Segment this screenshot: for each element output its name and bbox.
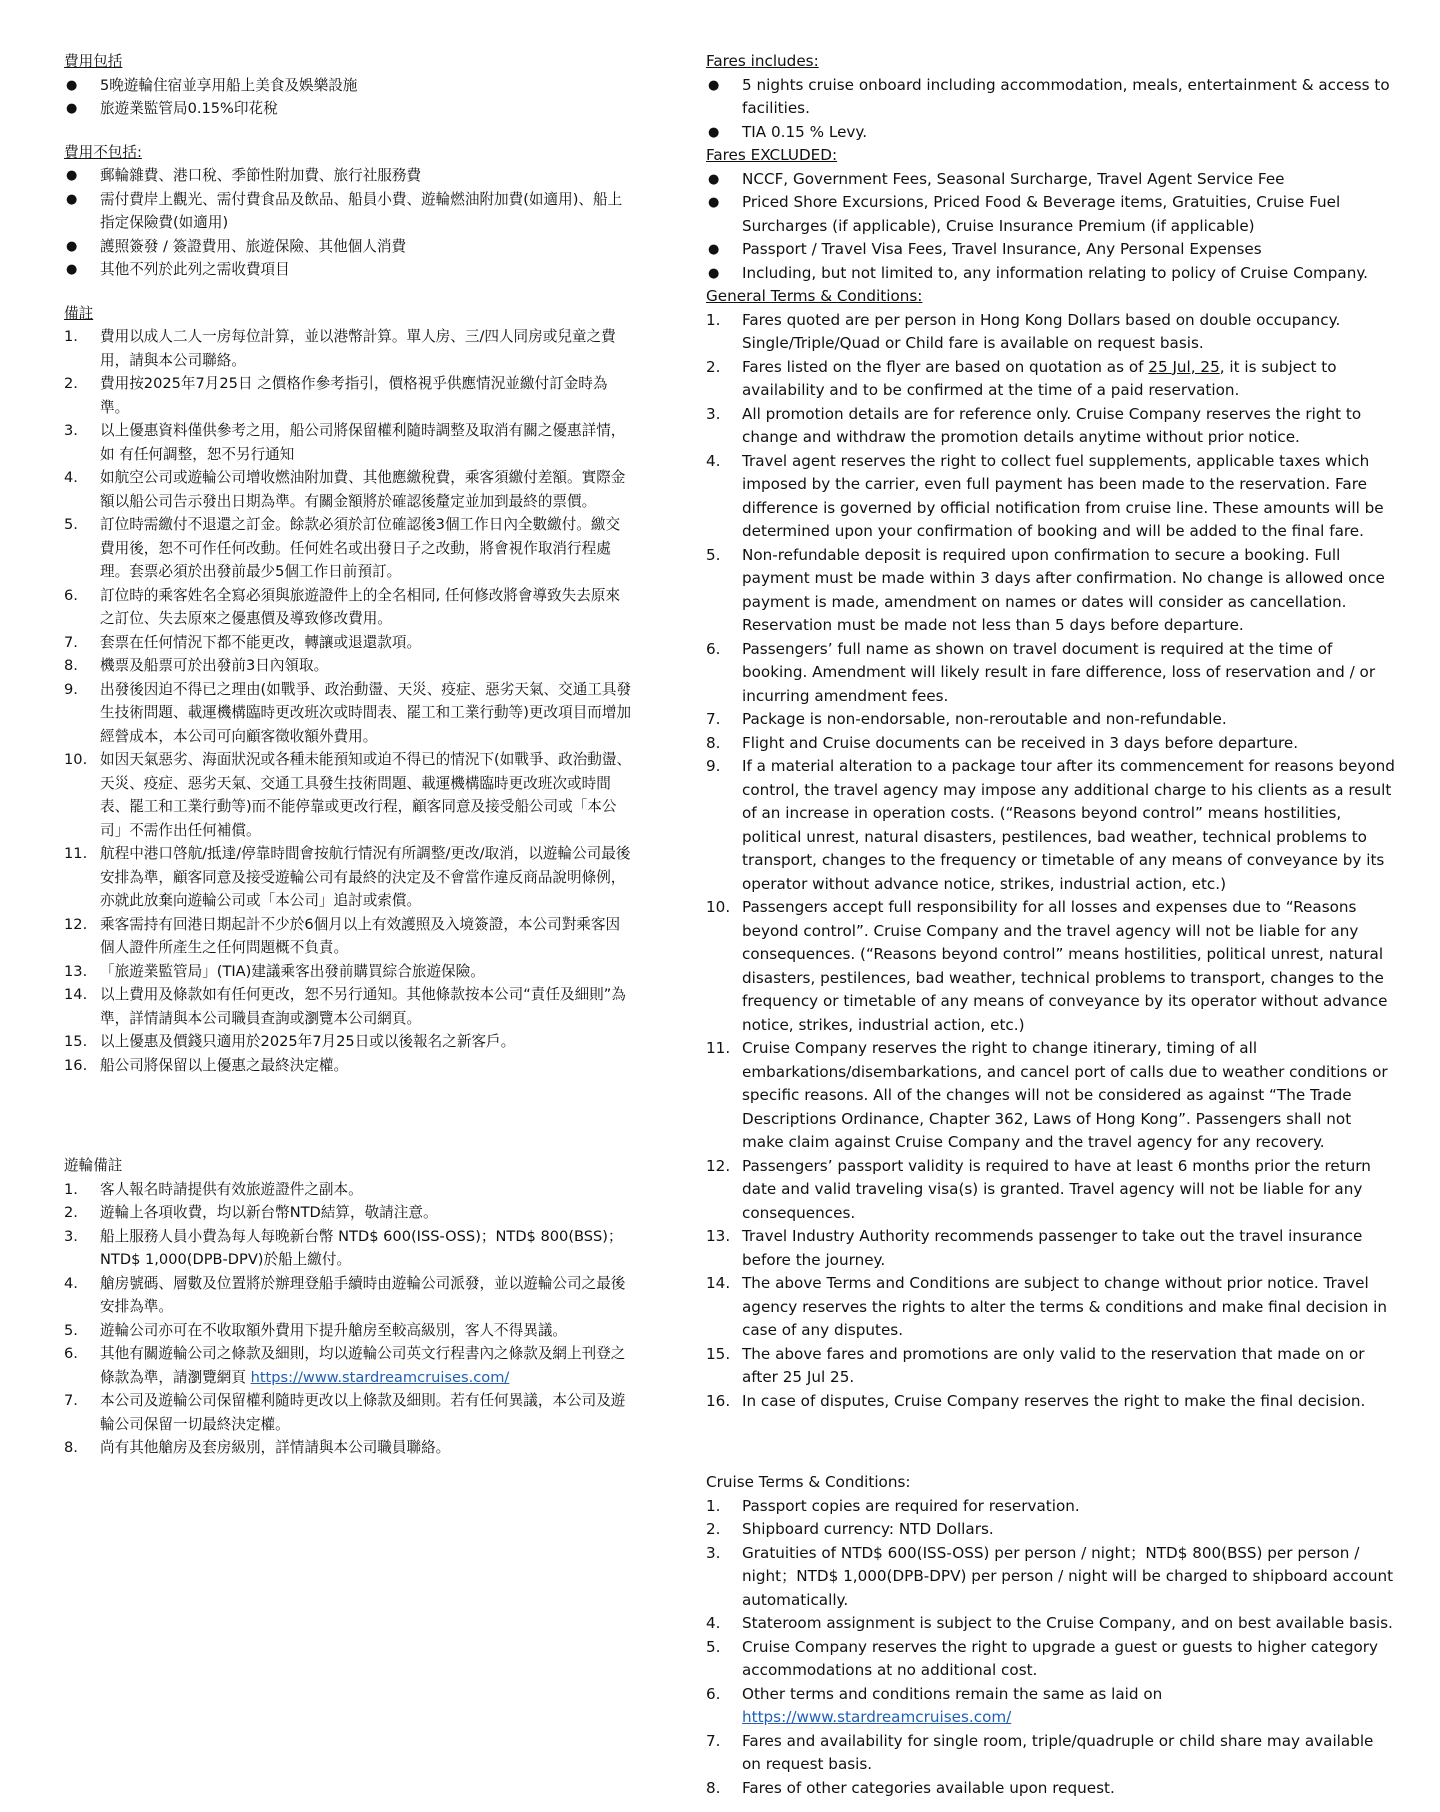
english-terms-column — [706, 50, 1396, 1800]
list-item: 1. 客人報名時請提供有效旅遊證件之副本。 — [64, 1180, 363, 1198]
list-item: 11. Cruise Company reserves the right to change itinerary, timing of all embarkations/disembarkations, and cancel port of calls due to weather conditions or specific reasons. All of the changes will not be considered as against “The Trade Descriptions Ordinance, Chapter 362, Laws of Hong Kong”. Passengers shall not make claim against Cruise Company and the travel agency for any recovery. — [706, 1039, 1388, 1151]
zh-cruise-heading: 遊輪備註 — [64, 1157, 123, 1174]
list-item: 9. 出發後因迫不得已之理由(如戰爭、政治動盪、天災、疫症、惡劣天氣、交通工具發生技術問題、載運機構臨時更改班次或時間表、罷工和工業行動等)更改項目而增加經營成本，本公司可向顧客徵收額外費用。 — [64, 680, 632, 745]
en-excludes-heading: Fares EXCLUDED: — [706, 146, 838, 164]
list-item: 1. Passport copies are required for reservation. — [706, 1496, 1080, 1515]
en-cruise-list — [706, 1495, 1396, 1801]
list-item: ● Passport / Travel Visa Fees, Travel Insurance, Any Personal Expenses — [708, 240, 1262, 258]
list-item: 9. If a material alteration to a package tour after its commencement for reasons beyond control, the travel agency may impose any additional charge to his clients as a result of an increase in operation costs. (“Reasons beyond control” means hostilities, political unrest, natural disasters, pestilences, bad weather, technical problems to transport, changes to the frequency or timetable of any means of conveyance by its operator without advance notice, strikes, industrial action, etc.) — [706, 757, 1395, 893]
list-item: 8. Fares of other categories available upon request. — [706, 1778, 1115, 1797]
zh-includes-list — [64, 74, 634, 121]
list-item: 4. Travel agent reserves the right to collect fuel supplements, applicable taxes which imposed by the carrier, even full payment has been made to the reservation. Fare difference is governed by official notification from cruise line. These amounts will be determined upon your confirmation of booking and will be added to the final fare. — [706, 451, 1384, 540]
en-includes-list — [706, 74, 1396, 145]
list-item: 7. Fares and availability for single room, triple/quadruple or child share may available on request basis. — [706, 1731, 1374, 1773]
list-item: 6. 訂位時的乘客姓名全寫必須與旅遊證件上的全名相同, 任何修改將會導致失去原來之訂位、失去原來之優惠價及導致修改費用。 — [64, 586, 621, 627]
zh-cruise-list — [64, 1178, 634, 1460]
list-item: 13. 「旅遊業監管局」(TIA)建議乘客出發前購買綜合旅遊保險。 — [64, 962, 485, 980]
zh-includes-heading: 費用包括 — [64, 53, 123, 70]
list-item: ● Including, but not limited to, any information relating to policy of Cruise Company. — [708, 263, 1369, 282]
list-item: 8. Flight and Cruise documents can be received in 3 days before departure. — [706, 733, 1299, 752]
list-item: ● 5晚遊輪住宿並享用船上美食及娛樂設施 — [66, 76, 358, 94]
list-item: ● 旅遊業監管局0.15%印花稅 — [66, 100, 278, 117]
list-item: ● TIA 0.15 % Levy. — [708, 122, 868, 141]
list-item: ● Priced Shore Excursions, Priced Food & Beverage items, Gratuities, Cruise Fuel Surcharges (if applicable), Cruise Insurance Premium (if applicable) — [708, 193, 1341, 235]
list-item: 10. 如因天氣惡劣、海面狀況或各種未能預知或迫不得已的情況下(如戰爭、政治動盪、天災、疫症、惡劣天氣、交通工具發生技術問題、載運機構臨時更改班次或時間表、罷工和工業行動等)而不能停靠或更改行程，顧客同意及接受船公司或「本公司」不需作出任何補償。 — [64, 751, 632, 839]
list-item: 1. 費用以成人二人一房每位計算，並以港幣計算。單人房、三/四人同房或兒童之費用，請與本公司聯絡。 — [64, 328, 616, 369]
en-general-heading: General Terms & Conditions: — [706, 287, 923, 305]
quotation-date: 25 Jul, 25 — [1148, 357, 1220, 376]
list-item: 11. 航程中港口啓航/抵達/停靠時間會按航行情況有所調整/更改/取消，以遊輪公司最後安排為準，顧客同意及接受遊輪公司有最終的決定及不會當作違反商品說明條例，亦就此放棄向遊輪公司或「本公司」追討或索償。 — [64, 845, 631, 909]
list-item: 4. Stateroom assignment is subject to the Cruise Company, and on best available basis. — [706, 1614, 1393, 1632]
list-item: ● 5 nights cruise onboard including accommodation, meals, entertainment & access to facilities. — [708, 75, 1390, 117]
list-item: 7. Package is non-endorsable, non-reroutable and non-refundable. — [706, 710, 1227, 728]
list-item: 2. Fares listed on the flyer are based on quotation as of 25 Jul, 25, it is subject to availability and to be confirmed at the time of a paid reservation. — [706, 357, 1337, 399]
list-item: ● 護照簽發 / 簽證費用、旅遊保險、其他個人消費 — [66, 237, 407, 255]
list-item: 5. 訂位時需繳付不退還之訂金。餘款必須於訂位確認後3個工作日內全數繳付。繳交費用後，恕不可作任何改動。任何姓名或出發日子之改動，將會視作取消行程處理。套票必須於出發前最少5個工作日前預訂。 — [64, 516, 621, 580]
stardream-website-link[interactable]: https://www.stardreamcruises.com/ — [250, 1368, 510, 1386]
list-item: 16. 船公司將保留以上優惠之最終決定權。 — [64, 1056, 349, 1074]
list-item: 8. 機票及船票可於出發前3日內領取。 — [64, 657, 329, 674]
en-excludes-list — [706, 168, 1396, 286]
list-item: 12. 乘客需持有回港日期起計不少於6個月以上有效護照及入境簽證，本公司對乘客因個人證件所產生之任何問題概不負責。 — [64, 915, 621, 956]
list-item: 3. 船上服務人員小費為每人每晚新台幣 NTD$ 600(ISS-OSS)；NTD$ 800(BSS)；NTD$ 1,000(DPB-DPV)於船上繳付。 — [64, 1227, 623, 1268]
list-item: 2. 費用按2025年7月25日 之價格作參考指引，價格視乎供應情況並繳付訂金時為準。 — [64, 375, 608, 416]
zh-remarks-list — [64, 325, 634, 1077]
list-item: ● 需付費岸上觀光、需付費食品及飲品、船員小費、遊輪燃油附加費(如適用)、船上指定保險費(如適用) — [66, 190, 623, 231]
zh-excludes-list — [64, 164, 634, 282]
list-item: ● NCCF, Government Fees, Seasonal Surcharge, Travel Agent Service Fee — [708, 169, 1285, 188]
list-item: 7. 套票在任何情況下都不能更改，轉讓或退還款項。 — [64, 633, 422, 651]
list-item: 5. Cruise Company reserves the right to upgrade a guest or guests to higher category accommodations at no additional cost. — [706, 1637, 1379, 1679]
list-item: 6. Other terms and conditions remain the same as laid on https://www.stardreamcruises.com/ — [706, 1684, 1163, 1726]
list-item: 1. Fares quoted are per person in Hong Kong Dollars based on double occupancy. Single/Triple/Quad or Child fare is available on request basis. — [706, 310, 1341, 352]
zh-remarks-heading: 備註 — [64, 304, 94, 322]
list-item: 15. The above fares and promotions are only valid to the reservation that made on or after 25 Jul 25. — [706, 1344, 1365, 1386]
list-item: 2. 遊輪上各項收費，均以新台幣NTD結算，敬請注意。 — [64, 1204, 438, 1221]
list-item: 4. 艙房號碼、層數及位置將於辦理登船手續時由遊輪公司派發，並以遊輪公司之最後安排為準。 — [64, 1274, 626, 1315]
list-item: 14. 以上費用及條款如有任何更改，恕不另行通知。其他條款按本公司“責任及細則”為準，詳情請與本公司職員查詢或瀏覽本公司網頁。 — [64, 986, 626, 1027]
list-item: 15. 以上優惠及價錢只適用於2025年7月25日或以後報名之新客戶。 — [64, 1033, 516, 1050]
list-item: 12. Passengers’ passport validity is required to have at least 6 months prior the return date and valid traveling visa(s) is granted. Travel agency will not be liable for any consequences. — [706, 1156, 1371, 1222]
list-item: 13. Travel Industry Authority recommends passenger to take out the travel insurance before the journey. — [706, 1227, 1363, 1269]
list-item: 6. Passengers’ full name as shown on travel document is required at the time of booking. Amendment will likely result in fare difference, loss of reservation and / or incurring amendment fees. — [706, 639, 1376, 705]
en-cruise-heading: Cruise Terms & Conditions: — [706, 1473, 911, 1491]
list-item: 7. 本公司及遊輪公司保留權利隨時更改以上條款及細則。若有任何異議，本公司及遊輪公司保留一切最終決定權。 — [64, 1392, 626, 1433]
list-item: 5. 遊輪公司亦可在不收取額外費用下提升艙房至較高級別，客人不得異議。 — [64, 1321, 568, 1339]
list-item: 4. 如航空公司或遊輪公司增收燃油附加費、其他應繳稅費，乘客須繳付差額。實際金額以船公司告示發出日期為準。有關金額將於確認後釐定並加到最終的票價。 — [64, 469, 626, 510]
zh-excludes-heading: 費用不包括: — [64, 143, 142, 161]
en-general-list — [706, 309, 1396, 1414]
list-item: 2. Shipboard currency: NTD Dollars. — [706, 1520, 994, 1538]
list-item: ● 郵輪雜費、港口稅、季節性附加費、旅行社服務費 — [66, 167, 422, 184]
en-includes-heading: Fares includes: — [706, 52, 819, 70]
list-item: 3. All promotion details are for reference only. Cruise Company reserves the right to change and withdraw the promotion details anytime without prior notice. — [706, 404, 1362, 446]
list-item: 3. 以上優惠資料僅供參考之用，船公司將保留權利隨時調整及取消有關之優惠詳情，如 有任何調整，恕不另行通知 — [64, 422, 626, 463]
list-item: 3. Gratuities of NTD$ 600(ISS-OSS) per person / night；NTD$ 800(BSS) per person / night；NTD$ 1,000(DPB-DPV) per person / night will be charged to shipboard account automatically. — [706, 1543, 1394, 1609]
list-item: ● 其他不列於此列之需收費項目 — [66, 261, 290, 278]
list-item: 5. Non-refundable deposit is required upon confirmation to secure a booking. Full payment must be made within 3 days after confirmation. No change is allowed once payment is made, amendment on names or dates will consider as cancellation. Reservation must be made not less than 5 days before departure. — [706, 545, 1385, 634]
list-item: 14. The above Terms and Conditions are subject to change without prior notice. Travel agency reserves the rights to alter the terms & conditions and make final decision in case of any disputes. — [706, 1274, 1388, 1339]
chinese-terms-column — [64, 50, 634, 1460]
list-item: 16. In case of disputes, Cruise Company reserves the right to make the final decision. — [706, 1391, 1366, 1410]
stardream-website-link-en[interactable]: https://www.stardreamcruises.com/ — [742, 1708, 1012, 1726]
list-item: 6. 其他有關遊輪公司之條款及細則，均以遊輪公司英文行程書內之條款及網上刊登之條款為準，請瀏覽網頁 https://www.stardreamcruises.com/ — [64, 1345, 626, 1386]
list-item: 8. 尚有其他艙房及套房級別，詳情請與本公司職員聯絡。 — [64, 1439, 451, 1456]
list-item: 10. Passengers accept full responsibility for all losses and expenses due to “Reasons beyond control”. Cruise Company and the travel agency will not be liable for any consequences. (“Reasons beyond control” means hostilities, political unrest, natural disasters, pestilences, bad weather, technical problems to transport, changes to the frequency or timetable of any means of conveyance by its operator without advance notice, strikes, industrial action, etc.) — [706, 898, 1388, 1034]
